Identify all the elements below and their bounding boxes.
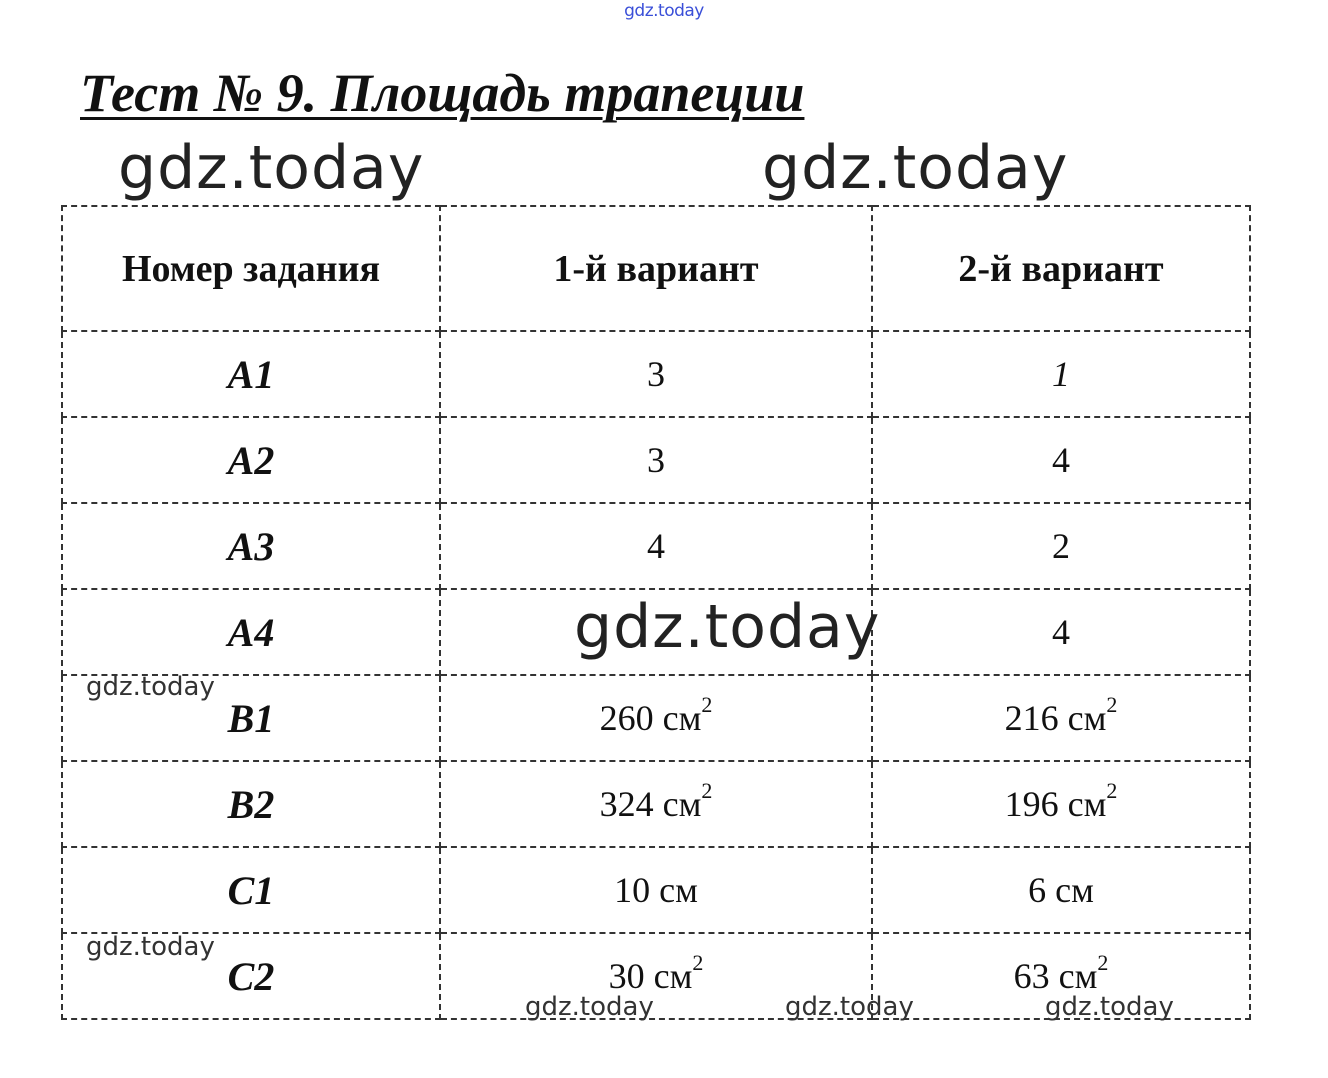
- variant-1-answer-cell: [440, 331, 872, 417]
- watermark: gdz.today: [762, 133, 1069, 203]
- answer-value: 196: [1004, 784, 1059, 824]
- answers-table: [61, 205, 1251, 1020]
- watermark: gdz.today: [86, 672, 215, 702]
- table-row: [62, 761, 1250, 847]
- answer-value: 63: [1013, 956, 1050, 996]
- table-row: [62, 589, 1250, 675]
- answer-value: 4: [1052, 440, 1070, 480]
- answer-unit: см: [1055, 870, 1094, 910]
- variant-1-answer-cell: [440, 503, 872, 589]
- variant-2-answer-cell: [872, 675, 1250, 761]
- answer-unit: см: [1058, 956, 1098, 996]
- header-task-number: Номер задания: [62, 206, 440, 331]
- task-number-cell: A2: [62, 417, 440, 503]
- watermark: gdz.today: [785, 992, 914, 1022]
- task-number-cell: B2: [62, 761, 440, 847]
- answer-unit: см: [653, 956, 693, 996]
- page-title: Тест № 9. Площадь трапеции: [80, 63, 805, 123]
- unit-exponent: 2: [1097, 950, 1109, 975]
- variant-1-answer-cell: [440, 675, 872, 761]
- answer-value: 216: [1004, 698, 1059, 738]
- unit-exponent: 2: [1106, 778, 1118, 803]
- task-number-cell: C1: [62, 847, 440, 933]
- table-row: [62, 675, 1250, 761]
- answer-value: 6: [1028, 870, 1047, 910]
- watermark: gdz.today: [1045, 992, 1174, 1022]
- top-watermark: gdz.today: [624, 1, 704, 21]
- answer-value: 1: [1052, 354, 1070, 394]
- variant-2-answer-cell: [872, 847, 1250, 933]
- watermark: gdz.today: [525, 992, 654, 1022]
- task-number-cell: A4: [62, 589, 440, 675]
- table-row: [62, 503, 1250, 589]
- variant-2-answer-cell: [872, 933, 1250, 1022]
- task-number-cell: A3: [62, 503, 440, 589]
- task-number-cell: C2: [62, 933, 440, 1019]
- variant-1-answer-cell: [440, 847, 872, 933]
- answer-value: 10: [614, 870, 651, 910]
- header-variant-1: 1-й вариант: [440, 206, 872, 331]
- answer-unit: см: [662, 698, 702, 738]
- answer-value: 324: [599, 784, 654, 824]
- answer-value: 2: [1052, 526, 1070, 566]
- table-row: [62, 933, 1250, 1019]
- watermark: gdz.today: [574, 592, 881, 662]
- task-number-cell: A1: [62, 331, 440, 417]
- unit-exponent: 2: [701, 692, 713, 717]
- variant-1-answer-cell: [440, 417, 872, 503]
- answer-value: 260: [599, 698, 654, 738]
- answer-unit: см: [1067, 784, 1107, 824]
- answer-value: 30: [608, 956, 645, 996]
- table-row: [62, 847, 1250, 933]
- answer-unit: см: [659, 870, 698, 910]
- answer-unit: см: [1067, 698, 1107, 738]
- variant-2-answer-cell: [872, 503, 1250, 589]
- variant-1-answer-cell: [440, 933, 872, 1022]
- table-body: [62, 331, 1250, 1022]
- answer-unit: см: [662, 784, 702, 824]
- header-variant-2: 2-й вариант: [872, 206, 1250, 331]
- table-row: [62, 417, 1250, 503]
- variant-2-answer-cell: [872, 589, 1250, 675]
- watermark: gdz.today: [118, 133, 425, 203]
- answer-value: 3: [647, 354, 665, 394]
- variant-2-answer-cell: [872, 417, 1250, 503]
- table-header-row: [62, 206, 1250, 331]
- variant-2-answer-cell: [872, 761, 1250, 847]
- answer-value: 3: [647, 440, 665, 480]
- table-row: [62, 331, 1250, 417]
- watermark: gdz.today: [86, 932, 215, 962]
- variant-1-answer-cell: [440, 761, 872, 847]
- variant-2-answer-cell: [872, 331, 1250, 417]
- answer-value: 4: [647, 526, 665, 566]
- unit-exponent: 2: [1106, 692, 1118, 717]
- variant-1-answer-cell: [440, 589, 872, 675]
- unit-exponent: 2: [701, 778, 713, 803]
- unit-exponent: 2: [692, 950, 704, 975]
- answer-value: 4: [1052, 612, 1070, 652]
- task-number-cell: B1: [62, 675, 440, 761]
